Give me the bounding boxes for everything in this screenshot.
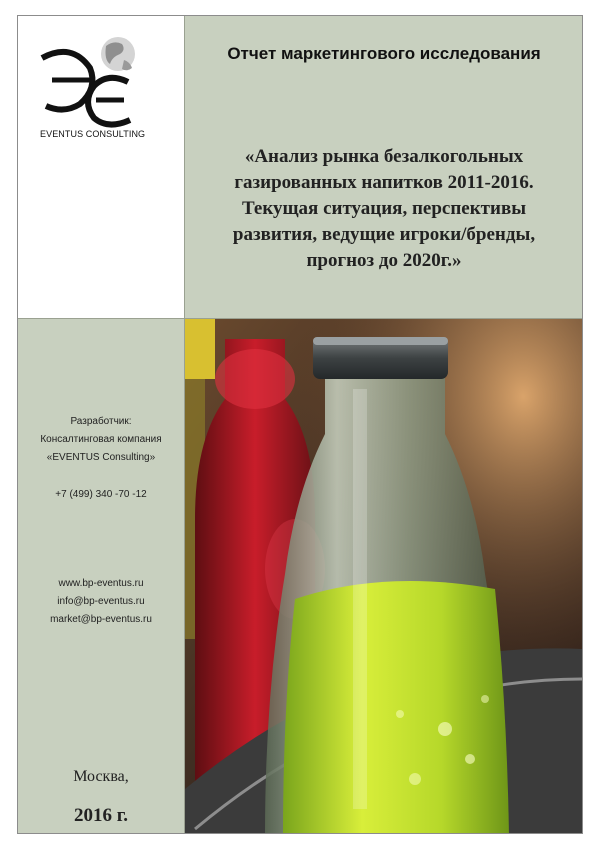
- logo-caption: EVENTUS CONSULTING: [40, 129, 146, 139]
- city: Москва,: [73, 768, 129, 785]
- website-link[interactable]: www.bp-eventus.ru: [58, 578, 144, 589]
- soda-bottles-image: [185, 319, 583, 834]
- contacts-block: [18, 575, 184, 629]
- developer-block: [18, 413, 184, 467]
- title-line: «Анализ рынка безалкогольных: [244, 146, 524, 167]
- soda-bottles-photo: [184, 318, 583, 834]
- company-line: Консалтинговая компания: [40, 434, 162, 445]
- document-kind: Отчет маркетингового исследования: [227, 44, 541, 63]
- phone-number: +7 (499) 340 -70 -12: [55, 489, 147, 500]
- title-line: прогноз до 2020г.»: [306, 250, 462, 271]
- title-line: Текущая ситуация, перспективы: [241, 198, 527, 219]
- company-name: «EVENTUS Consulting»: [46, 452, 156, 463]
- title-line: газированных напитков 2011-2016.: [234, 172, 534, 193]
- eventus-logo-icon: [36, 34, 156, 144]
- year: 2016 г.: [74, 805, 128, 826]
- report-cover: [17, 15, 583, 834]
- developer-label: Разработчик:: [70, 416, 132, 427]
- email-link[interactable]: info@bp-eventus.ru: [57, 596, 145, 607]
- title-line: развития, ведущие игроки/бренды,: [232, 224, 536, 245]
- logo-area: [18, 16, 184, 318]
- document-title: [205, 144, 563, 274]
- email-link[interactable]: market@bp-eventus.ru: [50, 614, 152, 625]
- header-panel: [184, 16, 583, 318]
